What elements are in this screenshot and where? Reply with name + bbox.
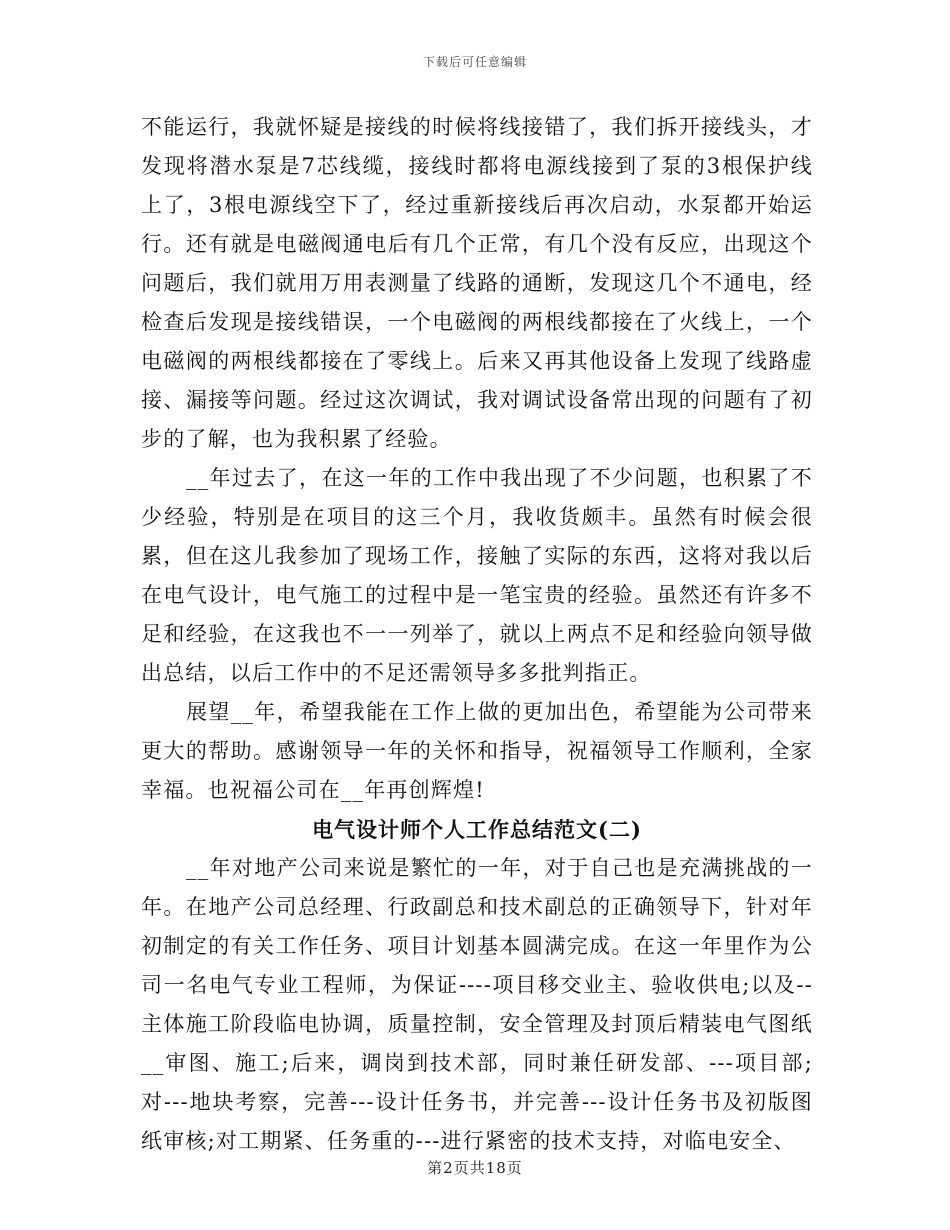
paragraph-2: __年过去了，在这一年的工作中我出现了不少问题，也积累了不少经验，特别是在项目的这三个月，我收货颇丰。虽然有时候会很累，但在这儿我参加了现场工作，接触了实际的东西，这将对我以后在电气设计，电气施工的过程中是一笔宝贵的经验。虽然还有许多不足和经验，在这我也不一一列举了，就以上两点不足和经验向领导做出总结，以后工作中的不足还需领导多多批判指正。 (141, 466, 813, 685)
section-paragraph: __年对地产公司来说是繁忙的一年，对于自己也是充满挑战的一年。在地产公司总经理、行政副总和技术副总的正确领导下，针对年初制定的有关工作任务、项目计划基本圆满完成。在这一年里作为公司一名电气专业工程师，为保证----项目移交业主、验收供电;以及--主体施工阶段临电协调，质量控制，安全管理及封顶后精装电气图纸__审图、施工;后来，调岗到技术部，同时兼任研发部、---项目部;对---地块考察，完善---设计任务书，并完善---设计任务书及初版图纸审核;对工期紧、任务重的---进行紧密的技术支持，对临电安全、 (141, 856, 813, 1153)
paragraph-3: 展望__年，希望我能在工作上做的更加出色，希望能为公司带来更大的帮助。感谢领导一年的关怀和指导，祝福领导工作顺利，全家幸福。也祝福公司在__年再创辉煌! (141, 700, 813, 802)
page-header: 下载后可任意编辑 (422, 55, 527, 69)
section-title: 电气设计师个人工作总结范文(二) (312, 817, 642, 842)
page-footer: 第2页共18页 (427, 1159, 523, 1177)
document-body (141, 108, 813, 1161)
paragraph-1: 不能运行，我就怀疑是接线的时候将线接错了，我们拆开接线头，才发现将潜水泵是7芯线缆，接线时都将电源线接到了泵的3根保护线上了，3根电源线空下了，经过重新接线后再次启动，水泵都开始运行。还有就是电磁阀通电后有几个正常，有几个没有反应，出现这个问题后，我们就用万用表测量了线路的通断，发现这几个不通电，经检查后发现是接线错误，一个电磁阀的两根线都接在了火线上，一个电磁阀的两根线都接在了零线上。后来又再其他设备上发现了线路虚接、漏接等问题。经过这次调试，我对调试设备常出现的问题有了初步的了解，也为我积累了经验。 (141, 115, 813, 451)
